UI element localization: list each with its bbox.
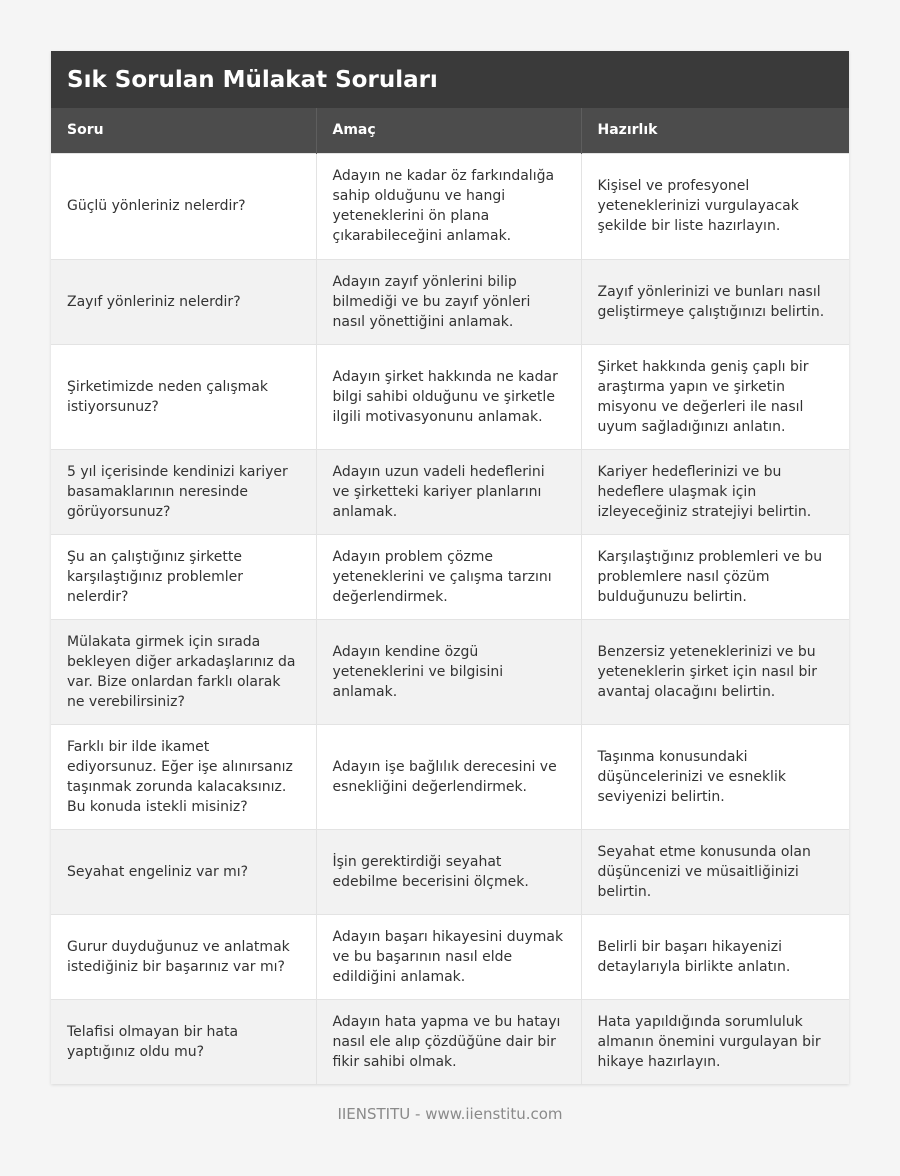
cell-soru: Mülakata girmek için sırada bekleyen diğer arkadaşlarınız da var. Bize onlardan farklı olarak ne verebilirsiniz?	[51, 619, 316, 724]
footer-credit: IIENSTITU - www.iienstitu.com	[337, 1105, 563, 1123]
cell-amac: Adayın kendine özgü yeteneklerini ve bilgisini anlamak.	[316, 619, 581, 724]
table-row	[51, 619, 849, 724]
cell-soru: Şirketimizde neden çalışmak istiyorsunuz?	[51, 344, 316, 449]
table-row	[51, 829, 849, 914]
cell-amac: Adayın ne kadar öz farkındalığa sahip olduğunu ve hangi yeteneklerini ön plana çıkarabileceğini anlamak.	[316, 153, 581, 259]
cell-hazirlik: Kişisel ve profesyonel yeteneklerinizi vurgulayacak şekilde bir liste hazırlayın.	[581, 153, 849, 259]
faq-card	[51, 51, 849, 1084]
column-header-amac: Amaç	[316, 108, 581, 153]
cell-soru: Gurur duyduğunuz ve anlatmak istediğiniz bir başarınız var mı?	[51, 914, 316, 999]
cell-hazirlik: Zayıf yönlerinizi ve bunları nasıl geliştirmeye çalıştığınızı belirtin.	[581, 259, 849, 344]
cell-hazirlik: Şirket hakkında geniş çaplı bir araştırma yapın ve şirketin misyonu ve değerleri ile nasıl uyum sağladığınızı anlatın.	[581, 344, 849, 449]
cell-soru: Farklı bir ilde ikamet ediyorsunuz. Eğer işe alınırsanız taşınmak zorunda kalacaksınız. Bu konuda istekli misiniz?	[51, 724, 316, 829]
table-row	[51, 534, 849, 619]
cell-hazirlik: Karşılaştığınız problemleri ve bu problemlere nasıl çözüm bulduğunuzu belirtin.	[581, 534, 849, 619]
cell-amac: İşin gerektirdiği seyahat edebilme becerisini ölçmek.	[316, 829, 581, 914]
cell-amac: Adayın şirket hakkında ne kadar bilgi sahibi olduğunu ve şirketle ilgili motivasyonunu anlamak.	[316, 344, 581, 449]
table-header-row	[51, 108, 849, 153]
cell-amac: Adayın başarı hikayesini duymak ve bu başarının nasıl elde edildiğini anlamak.	[316, 914, 581, 999]
cell-amac: Adayın uzun vadeli hedeflerini ve şirketteki kariyer planlarını anlamak.	[316, 449, 581, 534]
cell-soru: Şu an çalıştığınız şirkette karşılaştığınız problemler nelerdir?	[51, 534, 316, 619]
column-header-hazirlik: Hazırlık	[581, 108, 849, 153]
table-row	[51, 449, 849, 534]
cell-hazirlik: Benzersiz yeteneklerinizi ve bu yeteneklerin şirket için nasıl bir avantaj olacağını belirtin.	[581, 619, 849, 724]
cell-hazirlik: Seyahat etme konusunda olan düşüncenizi ve müsaitliğinizi belirtin.	[581, 829, 849, 914]
table-row	[51, 724, 849, 829]
cell-hazirlik: Belirli bir başarı hikayenizi detaylarıyla birlikte anlatın.	[581, 914, 849, 999]
cell-soru: Telafisi olmayan bir hata yaptığınız oldu mu?	[51, 999, 316, 1084]
cell-amac: Adayın işe bağlılık derecesini ve esnekliğini değerlendirmek.	[316, 724, 581, 829]
cell-soru: 5 yıl içerisinde kendinizi kariyer basamaklarının neresinde görüyorsunuz?	[51, 449, 316, 534]
cell-soru: Güçlü yönleriniz nelerdir?	[51, 153, 316, 259]
questions-table	[51, 108, 849, 1084]
table-row	[51, 344, 849, 449]
table-row	[51, 999, 849, 1084]
cell-amac: Adayın problem çözme yeteneklerini ve çalışma tarzını değerlendirmek.	[316, 534, 581, 619]
cell-hazirlik: Hata yapıldığında sorumluluk almanın önemini vurgulayan bir hikaye hazırlayın.	[581, 999, 849, 1084]
page-title: Sık Sorulan Mülakat Soruları	[51, 51, 849, 108]
cell-soru: Seyahat engeliniz var mı?	[51, 829, 316, 914]
column-header-soru: Soru	[51, 108, 316, 153]
cell-soru: Zayıf yönleriniz nelerdir?	[51, 259, 316, 344]
table-row	[51, 153, 849, 259]
table-row	[51, 914, 849, 999]
cell-hazirlik: Kariyer hedeflerinizi ve bu hedeflere ulaşmak için izleyeceğiniz stratejiyi belirtin.	[581, 449, 849, 534]
cell-amac: Adayın hata yapma ve bu hatayı nasıl ele alıp çözdüğüne dair bir fikir sahibi olmak.	[316, 999, 581, 1084]
cell-hazirlik: Taşınma konusundaki düşüncelerinizi ve esneklik seviyenizi belirtin.	[581, 724, 849, 829]
table-row	[51, 259, 849, 344]
cell-amac: Adayın zayıf yönlerini bilip bilmediği ve bu zayıf yönleri nasıl yönettiğini anlamak.	[316, 259, 581, 344]
